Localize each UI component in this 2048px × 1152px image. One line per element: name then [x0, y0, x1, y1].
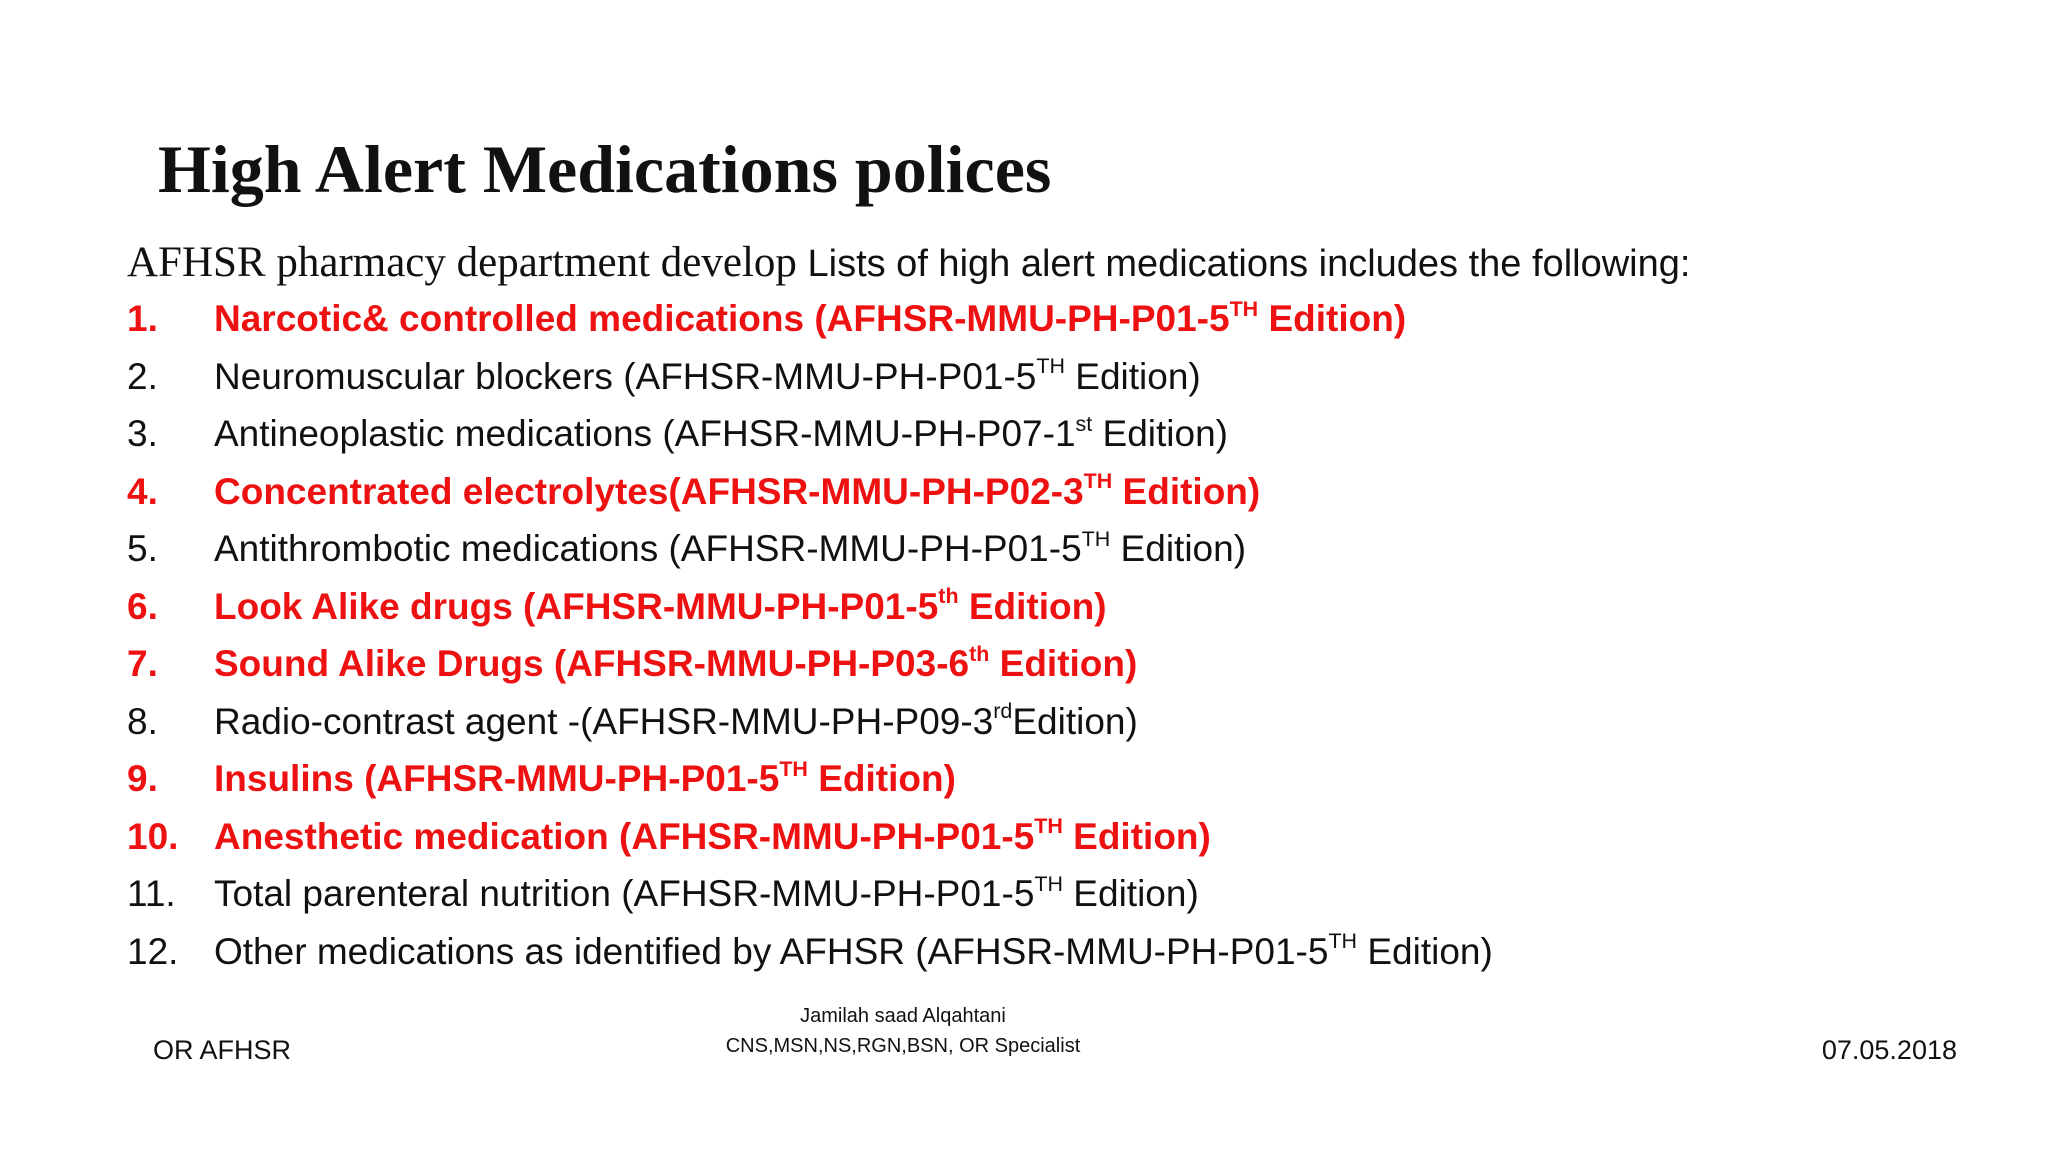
- list-item-superscript: TH: [1081, 526, 1111, 551]
- list-item-edition: Edition): [1112, 470, 1261, 512]
- list-item: [127, 923, 1493, 981]
- list-item-number: 12.: [127, 930, 179, 972]
- list-item-edition: Edition): [1012, 700, 1138, 742]
- list-item: [127, 693, 1493, 751]
- list-item-text: Anesthetic medication (AFHSR-MMU-PH-P01-5: [214, 815, 1035, 857]
- footer-left-label: OR AFHSR: [153, 1035, 292, 1065]
- list-item-edition: Edition): [1063, 873, 1199, 914]
- list-item: [127, 865, 1493, 923]
- list-item: [127, 750, 1493, 808]
- list-item-edition: Edition): [807, 758, 956, 799]
- list-item: [127, 290, 1493, 348]
- list-item-superscript: th: [938, 584, 959, 609]
- list-item-number: 3.: [127, 413, 158, 454]
- list-item-number: 9.: [127, 758, 158, 799]
- list-item-superscript: TH: [779, 756, 808, 781]
- list-item-text: Narcotic& controlled medications (AFHSR-MMU-PH-P01-5: [214, 298, 1230, 339]
- list-item-superscript: TH: [1083, 469, 1113, 494]
- list-item-text: Sound Alike Drugs (AFHSR-MMU-PH-P03-6: [214, 643, 970, 684]
- list-item-text: Concentrated electrolytes(AFHSR-MMU-PH-P02-3: [214, 470, 1084, 512]
- list-item-text: Radio-contrast agent -(AFHSR-MMU-PH-P09-3: [214, 700, 994, 742]
- list-item-edition: Edition): [1062, 815, 1211, 857]
- list-item-superscript: TH: [1328, 929, 1358, 954]
- list-item: [127, 635, 1493, 693]
- list-item-text: Look Alike drugs (AFHSR-MMU-PH-P01-5: [214, 585, 939, 627]
- list-item-text: Other medications as identified by AFHSR (AFHSR-MMU-PH-P01-5: [214, 930, 1329, 972]
- list-item-edition: Edition): [1092, 413, 1228, 454]
- list-item: [127, 578, 1493, 636]
- list-item-number: 2.: [127, 355, 158, 397]
- list-item-superscript: TH: [1034, 814, 1063, 839]
- list-item-number: 11.: [127, 873, 176, 914]
- intro-serif-part: AFHSR pharmacy department develop: [127, 239, 797, 286]
- footer-author-credentials: CNS,MSN,NS,RGN,BSN, OR Specialist: [725, 1035, 1081, 1057]
- list-item-number: 6.: [127, 585, 158, 627]
- footer-author: [700, 1001, 1106, 1061]
- list-item-edition: Edition): [989, 643, 1138, 684]
- list-item-edition: Edition): [1357, 930, 1493, 972]
- list-item-edition: Edition): [1258, 298, 1407, 339]
- list-item-edition: Edition): [1110, 528, 1247, 569]
- list-item-text: Total parenteral nutrition (AFHSR-MMU-PH-P01-5: [214, 873, 1035, 914]
- list-item-number: 8.: [127, 700, 158, 742]
- list-item-text: Antithrombotic medications (AFHSR-MMU-PH-P01-5: [214, 528, 1082, 569]
- list-item-number: 4.: [127, 470, 158, 512]
- list-item-number: 5.: [127, 528, 158, 569]
- list-item-text: Insulins (AFHSR-MMU-PH-P01-5: [214, 758, 780, 799]
- list-item-superscript: rd: [993, 699, 1013, 724]
- list-item-number: 10.: [127, 815, 179, 857]
- list-item: [127, 808, 1493, 866]
- intro-text: [127, 236, 1690, 291]
- intro-sans-part: Lists of high alert medications includes the following:: [796, 243, 1691, 285]
- list-item-superscript: th: [969, 641, 990, 666]
- slide-title: High Alert Medications polices: [158, 131, 1052, 207]
- list-item: [127, 463, 1493, 521]
- list-item-edition: Edition): [1065, 355, 1201, 397]
- list-item-text: Antineoplastic medications (AFHSR-MMU-PH-P07-1: [214, 413, 1076, 454]
- list-item: [127, 405, 1493, 463]
- list-item-superscript: st: [1075, 411, 1093, 436]
- footer-date: 07.05.2018: [1821, 1035, 1957, 1065]
- list-item-superscript: TH: [1229, 296, 1259, 321]
- list-item: [127, 348, 1493, 406]
- list-item: [127, 520, 1493, 578]
- list-item-superscript: TH: [1034, 871, 1064, 896]
- list-item-text: Neuromuscular blockers (AFHSR-MMU-PH-P01-5: [214, 355, 1037, 397]
- list-item-edition: Edition): [958, 585, 1107, 627]
- medication-list: [127, 290, 1493, 980]
- list-item-number: 1.: [127, 298, 158, 339]
- footer-author-name: Jamilah saad Alqahtani: [800, 1005, 1006, 1027]
- list-item-number: 7.: [127, 643, 158, 684]
- list-item-superscript: TH: [1036, 354, 1065, 379]
